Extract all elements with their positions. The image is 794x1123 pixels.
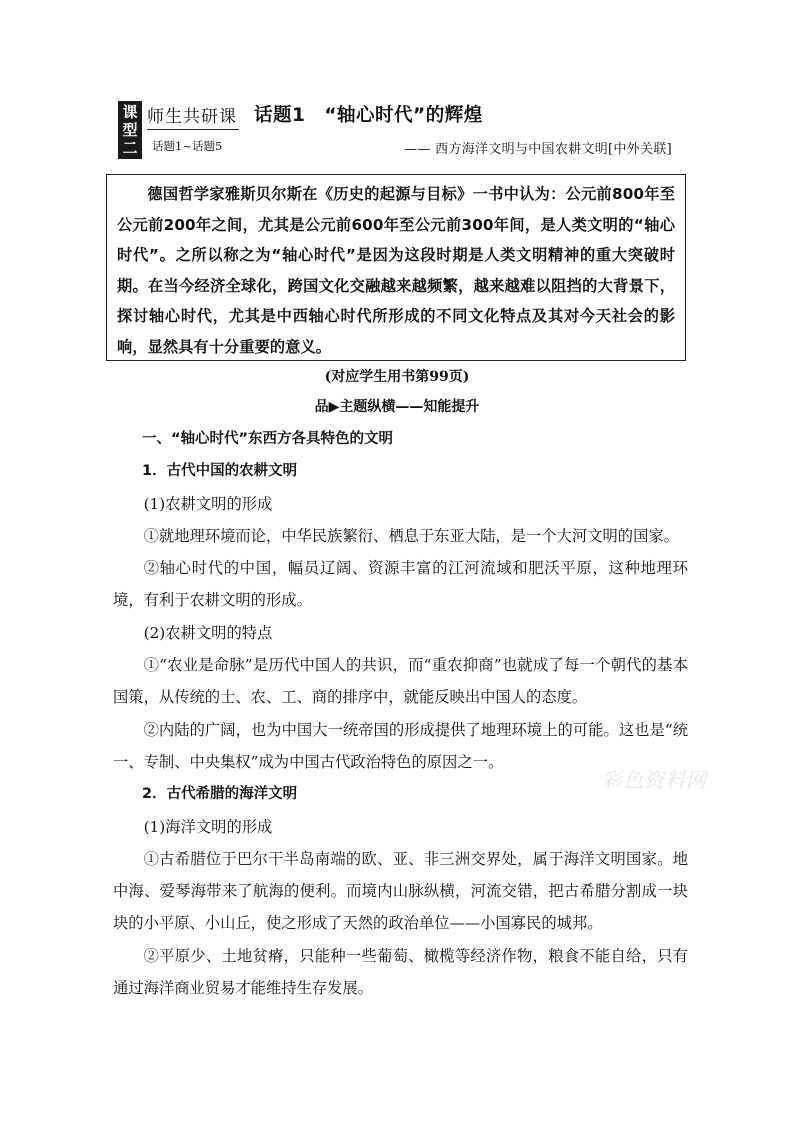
- lesson-label: 师生共研课: [147, 107, 237, 127]
- body-text: [113, 423, 688, 1004]
- heading: 1．古代中国的农耕文明: [142, 463, 298, 480]
- paragraph: ①就地理环境而论，中华民族繁衍、栖息于东亚大陆，是一个大河文明的国家。: [143, 526, 679, 545]
- paragraph: ②平原少、土地贫瘠，只能种一些葡萄、橄榄等经济作物，粮食不能自给，只有通过海洋商业贸易才能维持生存发展。: [113, 946, 688, 998]
- lesson-header: [115, 99, 690, 165]
- section-title: 品▶主题纵横——知能提升: [314, 399, 480, 415]
- heading: 2．古代希腊的海洋文明: [142, 786, 298, 803]
- paragraph: (1)农耕文明的形成: [143, 494, 273, 513]
- paragraph: ①古希腊位于巴尔干半岛南端的欧、亚、非三洲交界处，属于海洋文明国家。地中海、爱琴海带来了航海的便利。而境内山脉纵横，河流交错，把古希腊分割成一块块的小平原、小山丘，使之形成了天然的政治单位——小国寡民的城邦。: [113, 849, 688, 933]
- intro-text: 德国哲学家雅斯贝尔斯在《历史的起源与目标》一书中认为：公元前800年至公元前200年之间，尤其是公元前600年至公元前300年间，是人类文明的“轴心时代”。之所以称之为“轴心时代”是因为这段时期是人类文明精神的重大突破时期。在当今经济全球化，跨国文化交融越来越频繁，越来越难以阻挡的大背景下，探讨轴心时代，尤其是中西轴心时代所形成的不同文化特点及其对今天社会的影响，显然具有十分重要的意义。: [117, 185, 675, 356]
- label-underline: [147, 129, 239, 130]
- lesson-type-badge: [118, 101, 142, 159]
- badge-char: 二: [122, 139, 138, 157]
- paragraph: ①“农业是命脉”是历代中国人的共识，而“重农抑商”也就成了每一个朝代的基本国策，从传统的士、农、工、商的排序中，就能反映出中国人的态度。: [113, 656, 688, 707]
- paragraph: ②内陆的广阔，也为中国大一统帝国的形成提供了地理环境上的可能。这也是“统一、专制、中央集权”成为中国古代政治特色的原因之一。: [113, 720, 688, 771]
- topic-range: 话题1~话题5: [152, 139, 223, 153]
- heading: 一、“轴心时代”东西方各具特色的文明: [142, 431, 394, 447]
- page-reference: (对应学生用书第99页): [324, 369, 470, 385]
- paragraph: ②轴心时代的中国，幅员辽阔、资源丰富的江河流域和肥沃平原，这种地理环境，有利于农耕文明的形成。: [113, 559, 688, 610]
- page-subtitle: —— 西方海洋文明与中国农耕文明[中外关联]: [404, 142, 672, 157]
- paragraph: (1)海洋文明的形成: [143, 817, 273, 836]
- paragraph: (2)农耕文明的特点: [143, 623, 273, 642]
- page-title: 话题1 “轴心时代”的辉煌: [254, 105, 483, 126]
- badge-char: 课: [122, 103, 138, 121]
- watermark: 彩色资料网: [602, 768, 707, 792]
- intro-box: [106, 174, 686, 361]
- badge-char: 型: [122, 121, 138, 139]
